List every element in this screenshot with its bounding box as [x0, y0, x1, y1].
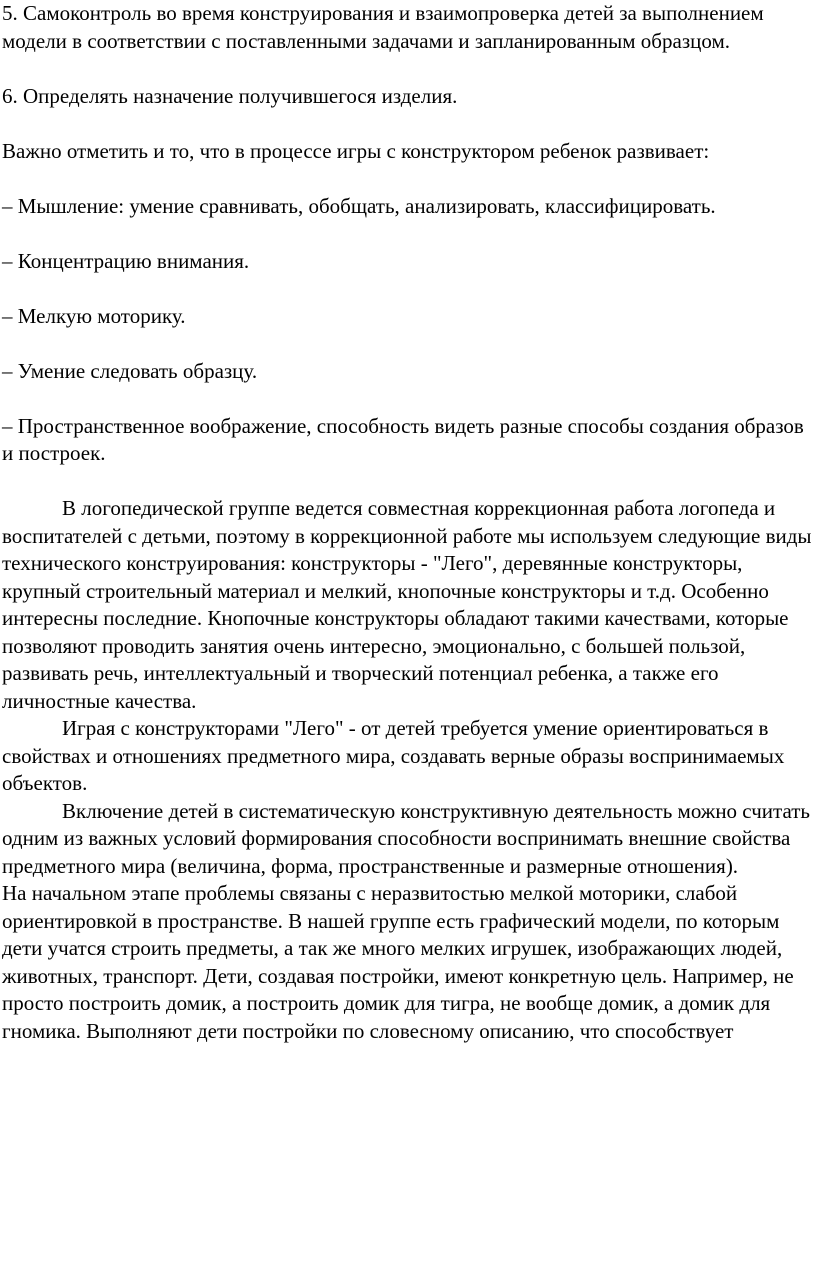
- list-item-thinking: – Мышление: умение сравнивать, обобщать, анализировать, классифицировать.: [2, 193, 716, 218]
- paragraph-spacer: [2, 220, 816, 248]
- paragraph-item-6: 6. Определять назначение получившегося изделия.: [2, 83, 458, 108]
- paragraph-initial-stage: На начальном этапе проблемы связаны с неразвитостью мелкой моторики, слабой ориентировкой в пространстве. В нашей группе есть графический модели, по которым дети учатся строить предметы, а так же много мелких игрушек, изображающих людей, животных, транспорт. Дети, создавая постройки, имеют конкретную цель. Например, не просто построить домик, а построить домик для тигра, не вообще домик, а домик для гномика. Выполняют дети постройки по словесному описанию, что способствует: [2, 881, 794, 1043]
- paragraph-lego: Играя с конструкторами "Лего" - от детей требуется умение ориентироваться в свойствах и отношениях предметного мира, создавать верные образы воспринимаемых объектов.: [2, 716, 785, 795]
- list-item-follow-pattern: – Умение следовать образцу.: [2, 358, 258, 383]
- paragraph-spacer: [2, 275, 816, 303]
- paragraph-spacer: [2, 385, 816, 413]
- list-item-spatial-imagination: – Пространственное воображение, способность видеть разные способы создания образов и построек.: [2, 413, 804, 465]
- paragraph-item-5: 5. Самоконтроль во время конструирования и взаимопроверка детей за выполнением модели в соответствии с поставленными задачами и запланированным образцом.: [2, 1, 764, 53]
- paragraph-speech-group: В логопедической группе ведется совместная коррекционная работа логопеда и воспитателей с детьми, поэтому в коррекционной работе мы используем следующие виды технического конструирования: конструкторы - "Лего", деревянные конструкторы, крупный строительный материал и мелкий, кнопочные конструкторы и т.д. Особенно интересны последние. Кнопочные конструкторы обладают такими качествами, которые позволяют проводить занятия очень интересно, эмоционально, с большей пользой, развивать речь, интеллектуальный и творческий потенциал ребенка, а также его личностные качества.: [2, 496, 812, 713]
- paragraph-spacer: [2, 330, 816, 358]
- paragraph-spacer: [2, 110, 816, 138]
- paragraph-spacer: [2, 165, 816, 193]
- list-item-attention: – Концентрацию внимания.: [2, 248, 250, 273]
- paragraph-systematic-activity: Включение детей в систематическую конструктивную деятельность можно считать одним из важных условий формирования способности воспринимать внешние свойства предметного мира (величина, форма, пространственные и размерные отношения).: [2, 798, 810, 878]
- paragraph-spacer: [2, 468, 816, 496]
- list-item-motor-skills: – Мелкую моторику.: [2, 303, 186, 328]
- paragraph-spacer: [2, 55, 816, 83]
- paragraph-intro-develops: Важно отметить и то, что в процессе игры с конструктором ребенок развивает:: [2, 138, 710, 163]
